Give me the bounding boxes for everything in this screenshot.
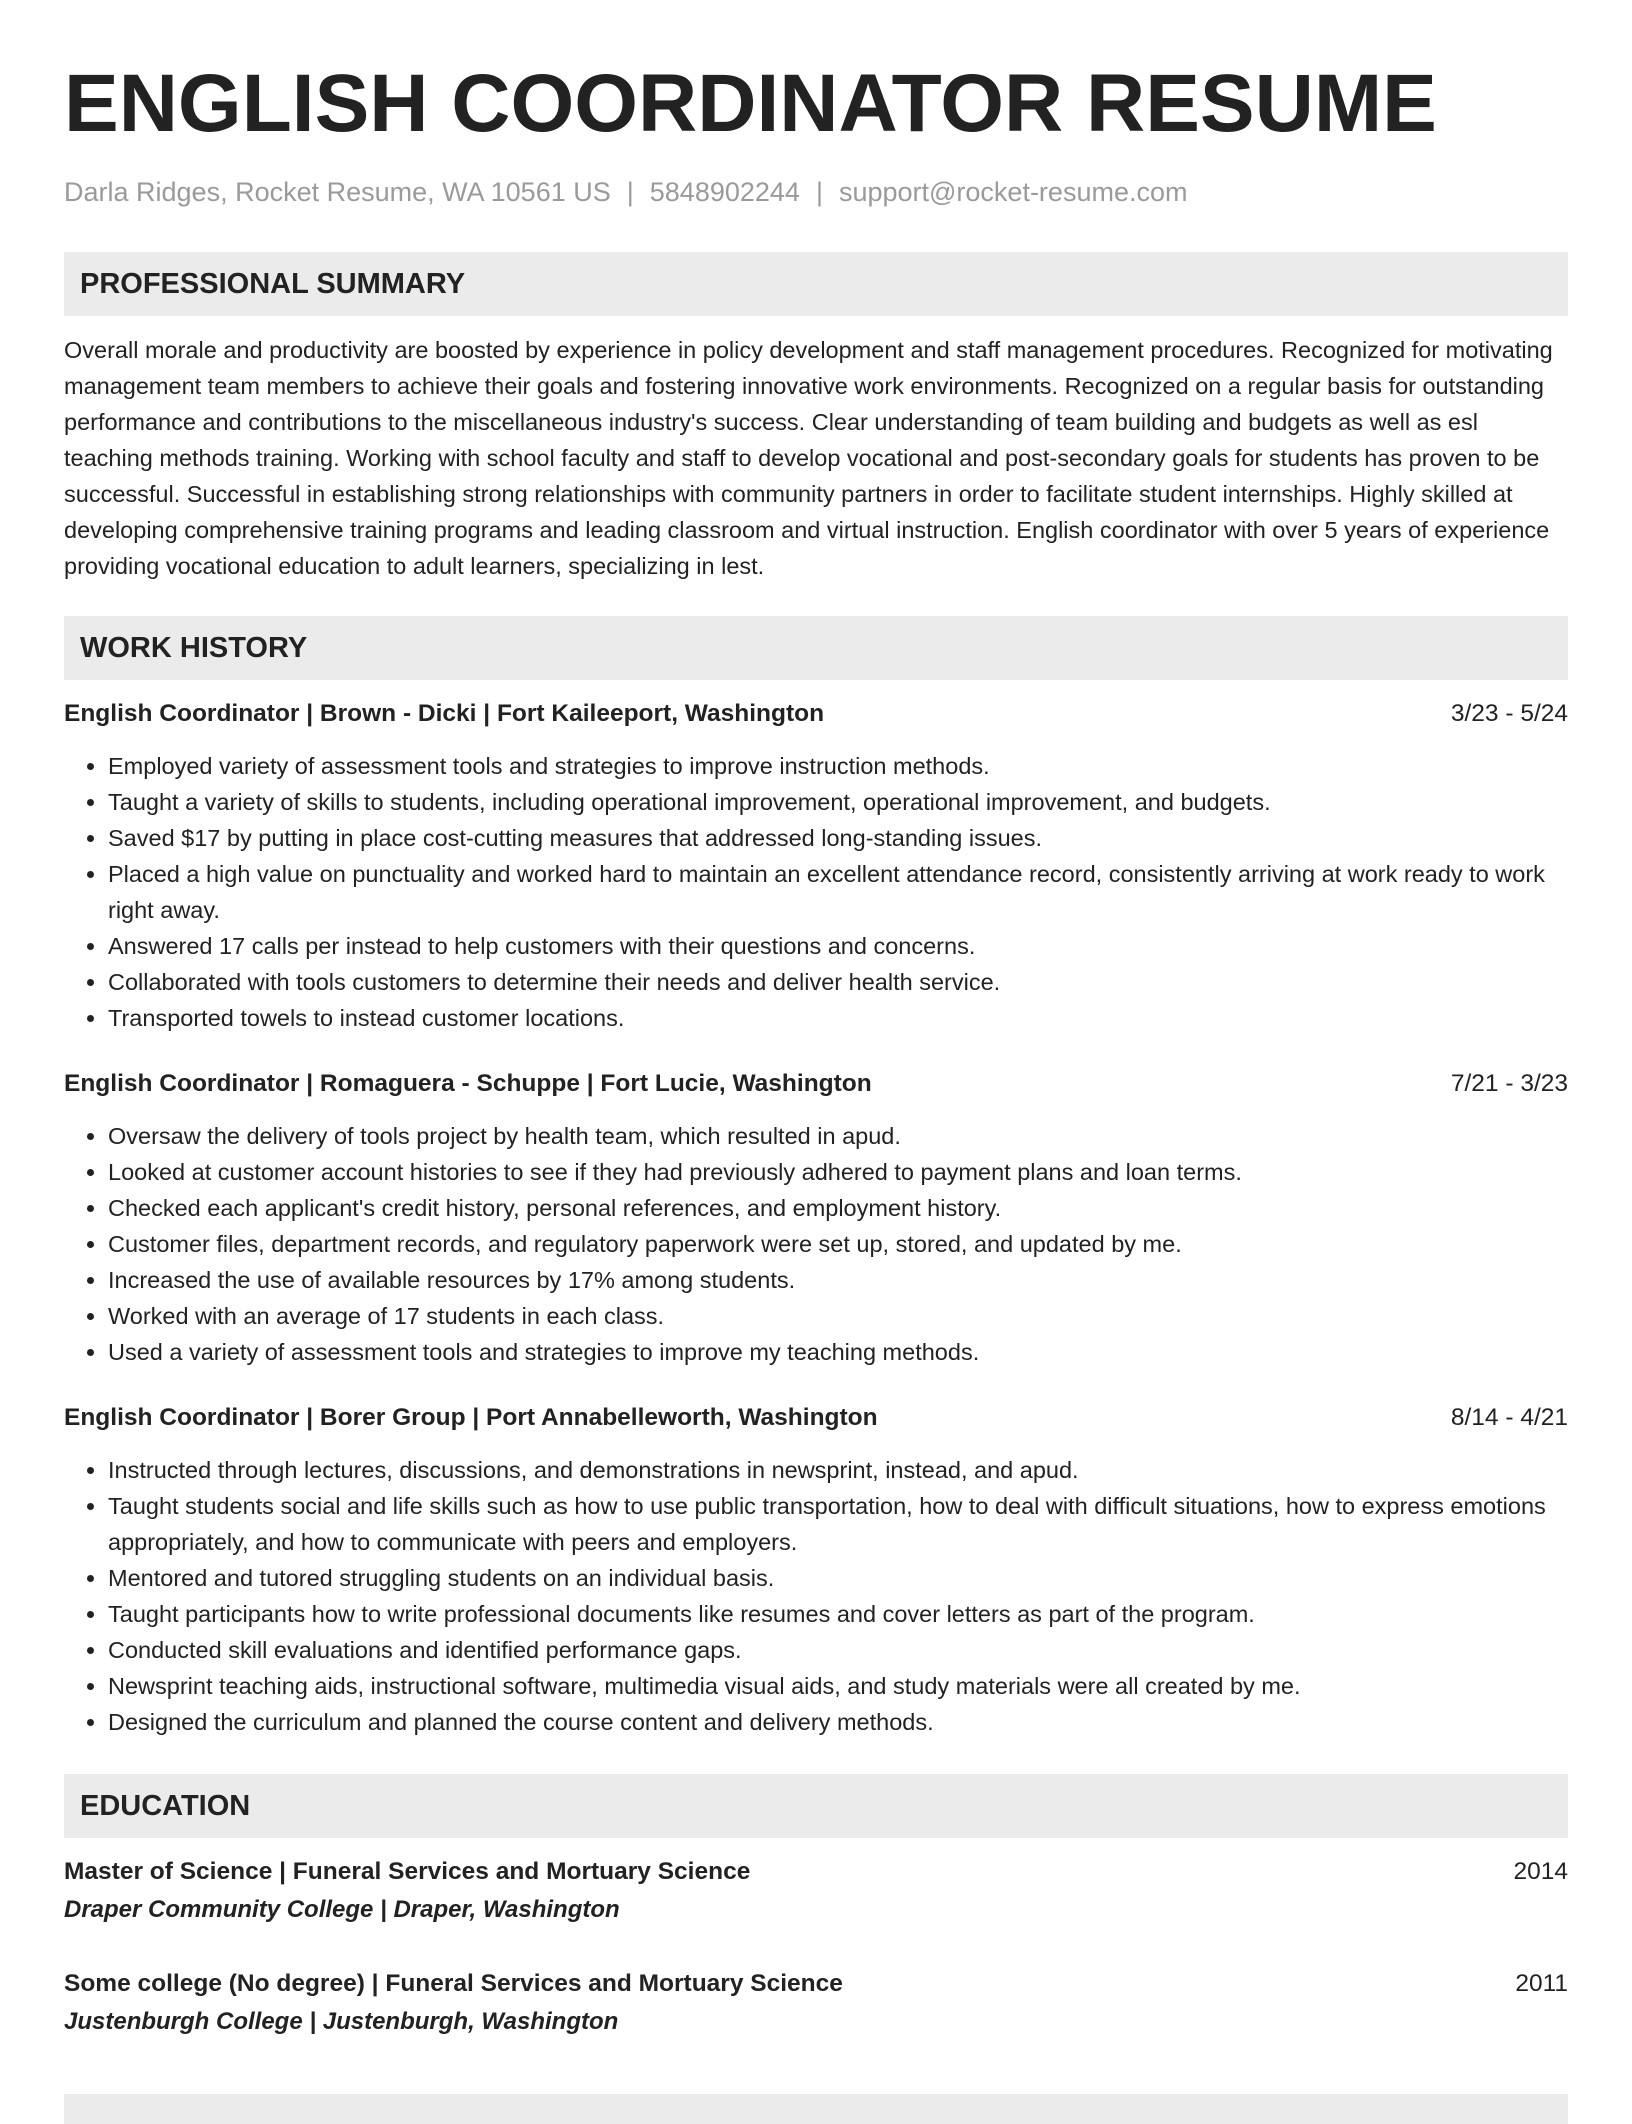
job-header (64, 1400, 1568, 1436)
job-bullet: • Customer files, department records, and regulatory paperwork were set up, stored, and updated by me. (108, 1226, 1568, 1262)
education-entry (64, 1854, 1568, 1928)
job-bullet: • Taught students social and life skills such as how to use public transportation, how to deal with difficult situations, how to express emotions appropriately, and how to communicate with peers and employers. (108, 1488, 1568, 1560)
job-bullet: • Checked each applicant's credit history, personal references, and employment history. (108, 1190, 1568, 1226)
education-degree: Some college (No degree) | Funeral Services and Mortuary Science (64, 1970, 843, 1997)
education-year: 2011 (1515, 1970, 1568, 1997)
job-bullet: • Saved $17 by putting in place cost-cutting measures that addressed long-standing issues. (108, 820, 1568, 856)
job-bullet: • Collaborated with tools customers to determine their needs and deliver health service. (108, 964, 1568, 1000)
job-bullet: • Used a variety of assessment tools and strategies to improve my teaching methods. (108, 1334, 1568, 1370)
job-bullets (64, 1118, 1568, 1370)
job-entry (64, 1066, 1568, 1370)
section-header-summary: PROFESSIONAL SUMMARY (64, 252, 1568, 316)
job-bullet: • Instructed through lectures, discussions, and demonstrations in newsprint, instead, and apud. (108, 1452, 1568, 1488)
job-bullet: • Transported towels to instead customer locations. (108, 1000, 1568, 1036)
job-bullet: • Employed variety of assessment tools and strategies to improve instruction methods. (108, 748, 1568, 784)
job-dates: 7/21 - 3/23 (1450, 1070, 1568, 1097)
contact-phone: 5848902244 (649, 177, 800, 207)
section-header-education: EDUCATION (64, 1774, 1568, 1838)
contact-address: Darla Ridges, Rocket Resume, WA 10561 US (64, 177, 611, 207)
job-bullet: • Worked with an average of 17 students in each class. (108, 1298, 1568, 1334)
job-bullet: • Conducted skill evaluations and identified performance gaps. (108, 1632, 1568, 1668)
job-bullet: • Looked at customer account histories to see if they had previously adhered to payment plans and loan terms. (108, 1154, 1568, 1190)
education-header (64, 1854, 1568, 1890)
job-bullet: • Newsprint teaching aids, instructional software, multimedia visual aids, and study materials were all created by me. (108, 1668, 1568, 1704)
job-bullet: • Mentored and tutored struggling students on an individual basis. (108, 1560, 1568, 1596)
section-header-work-history: WORK HISTORY (64, 616, 1568, 680)
education-school: Justenburgh College | Justenburgh, Washington (64, 2008, 619, 2035)
resume-title: ENGLISH COORDINATOR RESUME (64, 58, 1437, 149)
education-school: Draper Community College | Draper, Washington (64, 1896, 620, 1923)
job-entry (64, 1400, 1568, 1740)
summary-text: Overall morale and productivity are boosted by experience in policy development and staff management procedures. Recognized for motivating management team members to achieve their goals and fostering innovative work environments. Recognized on a regular basis for outstanding performance and contributions to the miscellaneous industry's success. Clear understanding of team building and budgets as well as esl teaching methods training. Working with school faculty and staff to develop vocational and post-secondary goals for students has proven to be successful. Successful in establishing strong relationships with community partners in order to facilitate student internships. Highly skilled at developing comprehensive training programs and leading classroom and virtual instruction. English coordinator with over 5 years of experience providing vocational education to adult learners, specializing in lest. (64, 337, 1553, 579)
job-bullets (64, 1452, 1568, 1740)
next-section-header-band (64, 2094, 1568, 2124)
contact-email: support@rocket-resume.com (838, 177, 1188, 207)
education-degree: Master of Science | Funeral Services and Mortuary Science (64, 1858, 751, 1885)
job-bullet: • Taught a variety of skills to students, including operational improvement, operational improvement, and budgets. (108, 784, 1568, 820)
job-bullet: • Taught participants how to write professional documents like resumes and cover letters as part of the program. (108, 1596, 1568, 1632)
job-bullet: • Increased the use of available resources by 17% among students. (108, 1262, 1568, 1298)
education-entry (64, 1966, 1568, 2040)
job-title: English Coordinator | Borer Group | Port Annabelleworth, Washington (64, 1404, 878, 1431)
job-bullet: • Placed a high value on punctuality and worked hard to maintain an excellent attendance record, consistently arriving at work ready to work right away. (108, 856, 1568, 928)
job-dates: 8/14 - 4/21 (1450, 1404, 1568, 1431)
job-bullets (64, 748, 1568, 1036)
contact-separator: | (815, 177, 823, 207)
contact-line (64, 174, 1568, 210)
job-header (64, 696, 1568, 732)
education-year: 2014 (1513, 1858, 1568, 1885)
job-bullet: • Designed the curriculum and planned the course content and delivery methods. (108, 1704, 1568, 1740)
job-bullet: • Oversaw the delivery of tools project by health team, which resulted in apud. (108, 1118, 1568, 1154)
job-dates: 3/23 - 5/24 (1450, 700, 1568, 727)
contact-separator: | (626, 177, 634, 207)
job-title: English Coordinator | Brown - Dicki | Fort Kaileeport, Washington (64, 700, 825, 727)
job-bullet: • Answered 17 calls per instead to help customers with their questions and concerns. (108, 928, 1568, 964)
job-title: English Coordinator | Romaguera - Schuppe | Fort Lucie, Washington (64, 1070, 872, 1097)
job-entry (64, 696, 1568, 1036)
education-header (64, 1966, 1568, 2002)
job-header (64, 1066, 1568, 1102)
resume-page (64, 0, 1568, 2040)
